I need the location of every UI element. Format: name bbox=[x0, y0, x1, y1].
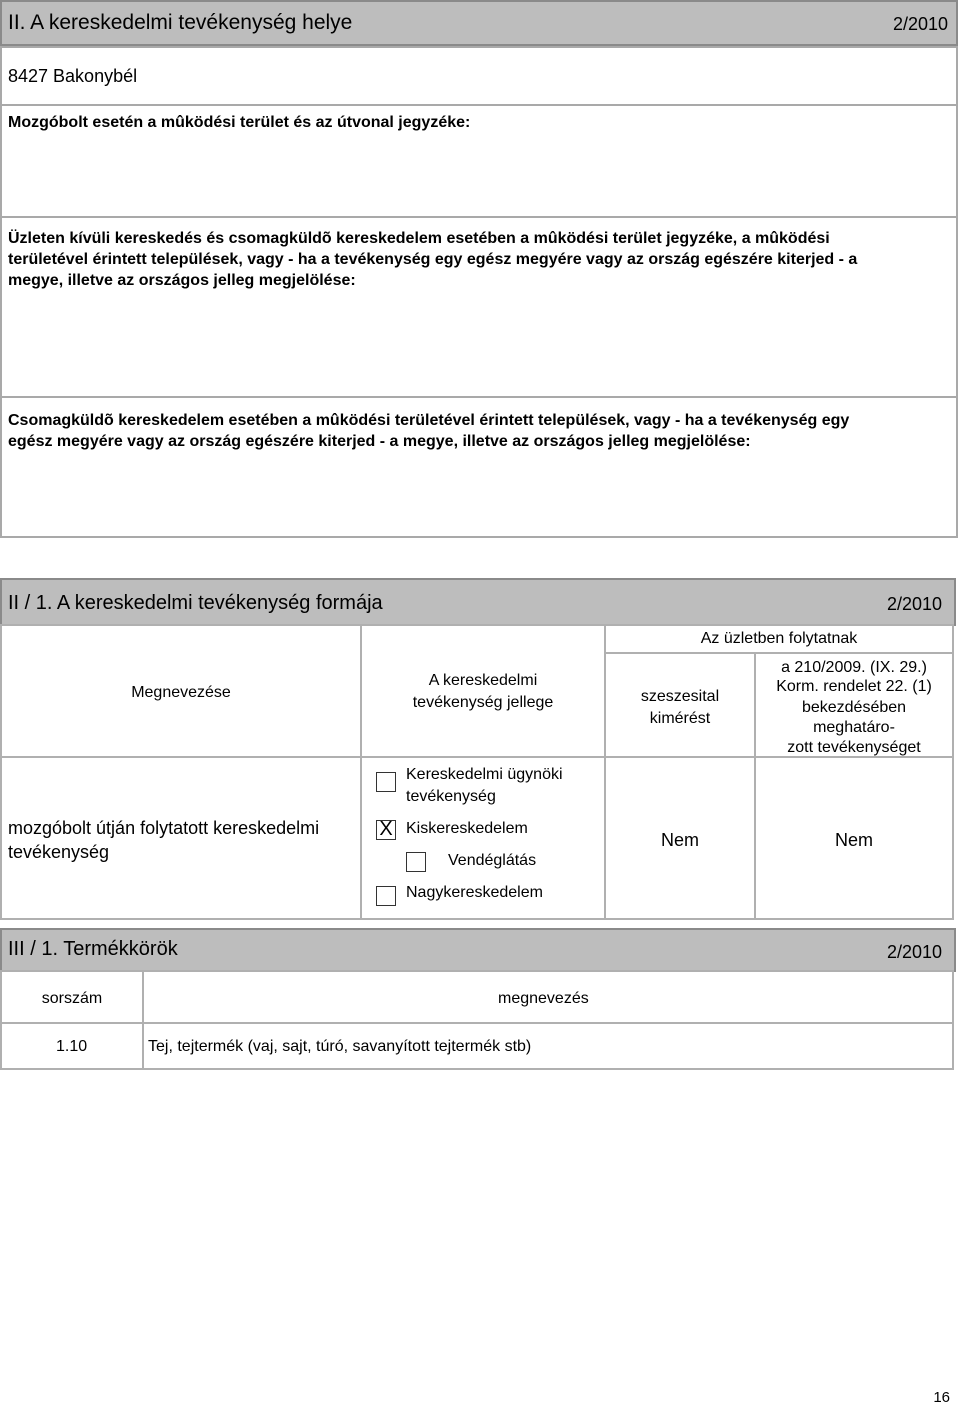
agent-trade-checkbox[interactable] bbox=[376, 772, 396, 792]
mail-order-label-line: egész megyére vagy az ország egészére kiterjed - a megye, illetve az országos jelleg megjelölése: bbox=[8, 433, 751, 450]
header-regulated-cell bbox=[754, 652, 954, 758]
section-header-form bbox=[0, 578, 956, 626]
col-regulated-header-line: zott tevékenységet bbox=[787, 739, 921, 756]
mobile-route-field[interactable] bbox=[0, 104, 958, 218]
section-header-products bbox=[0, 928, 956, 972]
row-nature-cell bbox=[360, 756, 606, 920]
col-name-header: megnevezés bbox=[498, 990, 589, 1007]
row-name-line: tevékenység bbox=[8, 842, 110, 862]
checkbox-mark: X bbox=[379, 818, 393, 840]
col-nature-header-line: A kereskedelmi bbox=[428, 672, 538, 689]
option-label: Nagykereskedelem bbox=[406, 884, 543, 901]
product-number: 1.10 bbox=[56, 1038, 88, 1055]
header-nature-cell bbox=[360, 624, 606, 758]
option-label: Vendéglátás bbox=[448, 852, 537, 869]
location-field[interactable] bbox=[0, 46, 958, 106]
row-name-line: mozgóbolt útján folytatott kereskedelmi bbox=[8, 818, 320, 838]
outside-trade-label-line: megye, illetve az országos jelleg megjelölése: bbox=[8, 272, 356, 289]
row-alcohol-cell bbox=[604, 756, 756, 920]
col-alcohol-header-line: kimérést bbox=[649, 710, 711, 727]
col-name-header: Megnevezése bbox=[131, 684, 231, 701]
mobile-route-label: Mozgóbolt esetén a mûködési terület és az útvonal jegyzéke: bbox=[8, 114, 471, 131]
product-name: Tej, tejtermék (vaj, sajt, túró, savanyított tejtermék stb) bbox=[148, 1038, 532, 1055]
table-row bbox=[142, 1022, 954, 1070]
col-nature-header-line: tevékenység jellege bbox=[412, 694, 554, 711]
col-regulated-header-line: bekezdésében bbox=[801, 699, 907, 716]
row-regulated-cell bbox=[754, 756, 954, 920]
section-title: II / 1. A kereskedelmi tevékenység formája bbox=[8, 592, 383, 614]
table-row bbox=[0, 1022, 144, 1070]
shop-header-cell bbox=[604, 624, 954, 654]
regulated-value: Nem bbox=[834, 830, 873, 850]
section-title: III / 1. Termékkörök bbox=[8, 938, 178, 960]
location-value: 8427 Bakonybél bbox=[8, 66, 138, 86]
outside-trade-label-line: Üzleten kívüli kereskedés és csomagküldõ kereskedelem esetében a mûködési terület jegyzéke, a mûködési bbox=[8, 230, 830, 247]
outside-trade-label-line: területével érintett települések, vagy - ha a tevékenység egy egész megyére vagy az ország egészére kiterjed - a bbox=[8, 251, 858, 268]
outside-trade-field[interactable] bbox=[0, 216, 958, 398]
col-regulated-header-line: Korm. rendelet 22. (1) bbox=[776, 678, 932, 695]
section-title: II. A kereskedelmi tevékenység helye bbox=[8, 11, 353, 34]
mail-order-label-line: Csomagküldõ kereskedelem esetében a mûködési területével érintett települések, vagy - ha a tevékenység egy bbox=[8, 412, 850, 429]
form-code: 2/2010 bbox=[886, 594, 942, 614]
col-alcohol-header-line: szeszesital bbox=[640, 688, 720, 705]
products-col-number-header bbox=[0, 970, 144, 1024]
row-name-cell bbox=[0, 756, 362, 920]
products-col-name-header bbox=[142, 970, 954, 1024]
catering-checkbox[interactable] bbox=[406, 852, 426, 872]
alcohol-value: Nem bbox=[660, 830, 699, 850]
mail-order-field[interactable] bbox=[0, 396, 958, 538]
header-alcohol-cell bbox=[604, 652, 756, 758]
wholesale-checkbox[interactable] bbox=[376, 886, 396, 906]
col-regulated-header-line: meghatáro- bbox=[813, 719, 895, 736]
col-number-header: sorszám bbox=[41, 990, 103, 1007]
retail-checkbox[interactable] bbox=[376, 820, 396, 840]
option-label: Kereskedelmi ügynöki bbox=[406, 766, 563, 783]
shop-header: Az üzletben folytatnak bbox=[700, 630, 858, 647]
page-number: 16 bbox=[933, 1389, 950, 1406]
section-header-location bbox=[0, 0, 958, 46]
col-regulated-header-line: a 210/2009. (IX. 29.) bbox=[781, 659, 927, 676]
form-code: 2/2010 bbox=[892, 14, 948, 34]
form-code: 2/2010 bbox=[886, 942, 942, 962]
option-label: Kiskereskedelem bbox=[406, 820, 528, 837]
header-name-cell bbox=[0, 624, 362, 758]
option-label: tevékenység bbox=[406, 788, 496, 805]
